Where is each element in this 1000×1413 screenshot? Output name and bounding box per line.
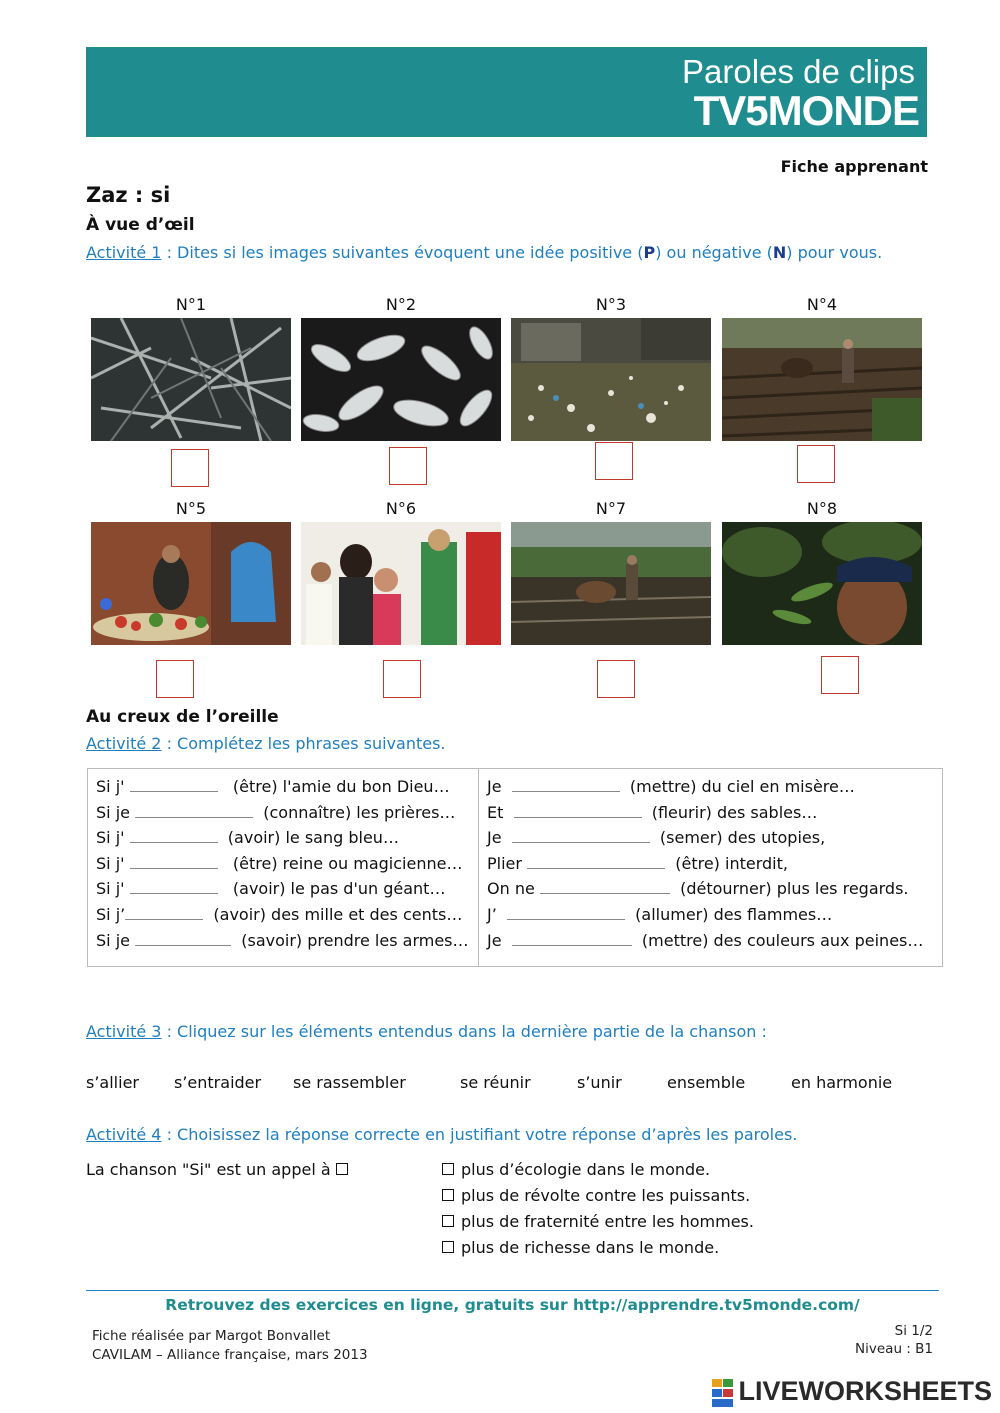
brand-line1: Paroles de clips [682, 53, 915, 90]
answer-box-6[interactable] [383, 660, 421, 698]
checkbox-icon[interactable] [442, 1163, 454, 1175]
image-4-plowing-field [722, 318, 922, 441]
sentence-line: Si j' (avoir) le pas d'un géant… [96, 879, 446, 899]
option-word[interactable]: s’allier [86, 1073, 139, 1092]
blank-field[interactable] [507, 907, 625, 920]
sentence-line: Si je (savoir) prendre les armes… [96, 930, 469, 950]
activity3-link[interactable]: Activité 3 [86, 1022, 162, 1041]
sentence-line: Et (fleurir) des sables… [487, 802, 818, 822]
image-label: N°2 [385, 295, 417, 314]
section2-heading: Au creux de l’oreille [86, 707, 279, 727]
image-1-debris [91, 318, 291, 441]
footer-link[interactable]: Retrouvez des exercices en ligne, gratuits sur http://apprendre.tv5monde.com/ [165, 1296, 860, 1314]
sentence-line: J’ (allumer) des flammes… [487, 904, 833, 924]
activity1-link[interactable]: Activité 1 [86, 243, 162, 262]
liveworksheets-logo-icon [712, 1379, 734, 1407]
right-column [479, 769, 943, 967]
answer-option-3[interactable]: plus de fraternité entre les hommes. [442, 1212, 754, 1231]
activity4-instruction: Activité 4 : Choisissez la réponse correcte en justifiant votre réponse d’après les paroles. [86, 1125, 798, 1144]
image-label: N°1 [175, 295, 207, 314]
author-credit: Fiche réalisée par Margot Bonvallet [92, 1328, 331, 1344]
sentence-line: Plier (être) interdit, [487, 853, 788, 873]
checkbox-icon[interactable] [442, 1215, 454, 1227]
answer-box-3[interactable] [595, 442, 633, 480]
activity3-instruction: Activité 3 : Cliquez sur les éléments entendus dans la dernière partie de la chanson : [86, 1022, 767, 1041]
sentence-line: Si je (connaître) les prières… [96, 802, 456, 822]
blank-field[interactable] [135, 933, 231, 946]
question-text: La chanson "Si" est un appel à [86, 1160, 355, 1179]
blank-field[interactable] [130, 830, 218, 843]
answer-option-4[interactable]: plus de richesse dans le monde. [442, 1238, 719, 1257]
sentence-line: Je (semer) des utopies, [487, 828, 826, 848]
sentence-line: Si j’ (avoir) des mille et des cents… [96, 904, 463, 924]
answer-option-2[interactable]: plus de révolte contre les puissants. [442, 1186, 750, 1205]
image-2-broken-bottles [301, 318, 501, 441]
section1-heading: À vue d’œil [86, 215, 195, 235]
image-label: N°5 [175, 499, 207, 518]
sentence-line: Si j' (être) l'amie du bon Dieu… [96, 777, 450, 796]
activity2-link[interactable]: Activité 2 [86, 734, 162, 753]
brand-logo-text: TV5MONDE [693, 87, 919, 134]
image-7-ox-plowing-mud [511, 522, 711, 645]
checkbox-icon[interactable] [442, 1241, 454, 1253]
option-word[interactable]: s’unir [577, 1073, 622, 1092]
level-indicator: Niveau : B1 [855, 1341, 933, 1357]
activity2-instruction: Activité 2 : Complétez les phrases suivantes. [86, 734, 446, 753]
image-label: N°4 [806, 295, 838, 314]
image-label: N°7 [595, 499, 627, 518]
blank-field[interactable] [125, 907, 203, 920]
sentence-line: On ne (détourner) plus les regards. [487, 879, 909, 899]
blank-field[interactable] [512, 933, 632, 946]
option-word[interactable]: ensemble [667, 1073, 746, 1092]
page-title: Zaz : si [86, 183, 171, 207]
footer-divider [86, 1290, 939, 1291]
blank-field[interactable] [512, 830, 650, 843]
blank-field[interactable] [130, 779, 218, 792]
answer-box-8[interactable] [821, 656, 859, 694]
sentence-line: Si j' (être) reine ou magicienne… [96, 853, 463, 873]
blank-field[interactable] [130, 881, 218, 894]
checkbox-icon [336, 1163, 348, 1175]
sentence-line: Si j' (avoir) le sang bleu… [96, 828, 399, 848]
blank-field[interactable] [514, 805, 642, 818]
answer-box-1[interactable] [171, 449, 209, 487]
option-word[interactable]: se rassembler [293, 1073, 406, 1092]
answer-box-5[interactable] [156, 660, 194, 698]
answer-box-2[interactable] [389, 447, 427, 485]
image-3-littered-ground [511, 318, 711, 441]
blank-field[interactable] [540, 881, 670, 894]
blank-field[interactable] [130, 856, 218, 869]
checkbox-icon[interactable] [442, 1189, 454, 1201]
image-8-man-olive-tree [722, 522, 922, 645]
page-number: Si 1/2 [894, 1323, 933, 1339]
activity1-instruction: Activité 1 : Dites si les images suivantes évoquent une idée positive (P) ou négative (N) pour vous. [86, 243, 883, 262]
image-6-children-group [301, 522, 501, 645]
image-label: N°3 [595, 295, 627, 314]
sentence-line: Je (mettre) des couleurs aux peines… [487, 930, 924, 950]
organization-credit: CAVILAM – Alliance française, mars 2013 [92, 1347, 368, 1363]
option-word[interactable]: en harmonie [791, 1073, 893, 1092]
image-label: N°6 [385, 499, 417, 518]
left-column [88, 769, 479, 967]
fill-in-table [87, 768, 943, 967]
liveworksheets-watermark: LIVEWORKSHEETS [712, 1376, 992, 1407]
option-word[interactable]: s’entraider [174, 1073, 262, 1092]
blank-field[interactable] [135, 805, 253, 818]
option-word[interactable]: se réunir [460, 1073, 531, 1092]
answer-option-1[interactable]: plus d’écologie dans le monde. [442, 1160, 710, 1179]
blank-field[interactable] [512, 779, 620, 792]
answer-box-7[interactable] [597, 660, 635, 698]
image-label: N°8 [806, 499, 838, 518]
sheet-type: Fiche apprenant [780, 157, 928, 176]
blank-field[interactable] [527, 856, 665, 869]
sentence-line: Je (mettre) du ciel en misère… [487, 777, 855, 796]
answer-box-4[interactable] [797, 445, 835, 483]
header-banner [86, 47, 927, 137]
activity4-link[interactable]: Activité 4 [86, 1125, 162, 1144]
image-5-market-women [91, 522, 291, 645]
